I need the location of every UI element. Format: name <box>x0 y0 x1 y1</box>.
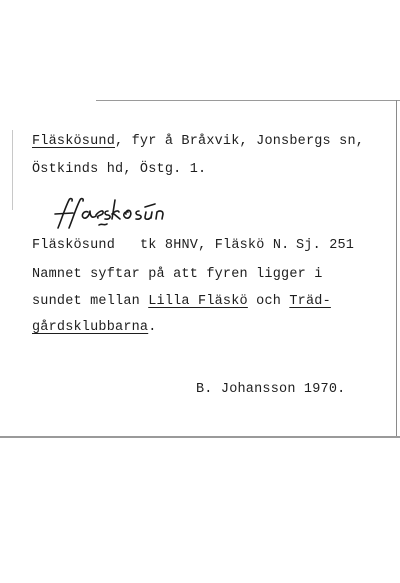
headword: Fläskösund <box>32 134 116 149</box>
card-top-edge <box>96 100 400 101</box>
map-sheet: tk 8HNV, Fläskö N. <box>140 238 290 253</box>
author-signature: B. Johansson 1970. <box>196 382 346 397</box>
note-line-3 <box>32 320 157 336</box>
handwritten-pronunciation-drawing <box>52 192 182 232</box>
place-line <box>32 134 364 150</box>
chart-reference: Sj. 251 <box>296 238 355 253</box>
note-text: sundet mellan <box>32 294 149 309</box>
note-text-and: och <box>247 294 290 309</box>
note-line-2 <box>32 294 331 310</box>
handwritten-pronunciation <box>52 192 182 232</box>
place-name-lilla-flasko: Lilla Fläskö <box>148 294 248 309</box>
place-name-tradgardsklubbarna-part2: gårdsklubbarna <box>32 320 149 335</box>
place-name-tradgardsklubbarna-part1: Träd- <box>289 294 331 309</box>
note-line-1: Namnet syftar på att fyren ligger i <box>32 267 323 282</box>
note-period: . <box>148 320 157 335</box>
card-right-edge <box>396 100 397 438</box>
scan-mark <box>12 130 13 210</box>
place-description: , fyr å Bråxvik, Jonsbergs sn, <box>115 134 365 149</box>
map-name: Fläskösund <box>32 238 116 253</box>
map-reference-line <box>32 238 368 254</box>
district-line: Östkinds hd, Östg. 1. <box>32 162 207 177</box>
card-bottom-edge <box>0 436 400 438</box>
